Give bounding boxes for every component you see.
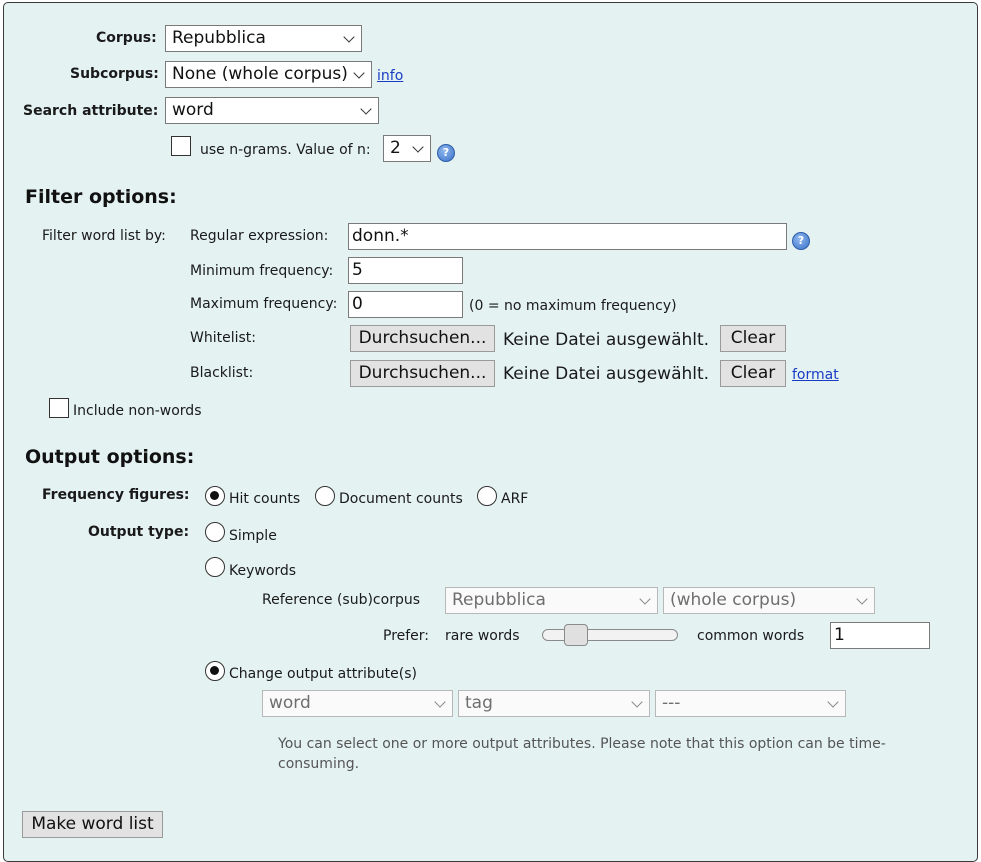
simple-label: Simple (229, 528, 277, 544)
prefer-value-input[interactable]: 1 (830, 622, 930, 649)
chevron-down-icon (827, 696, 838, 707)
keywords-label: Keywords (229, 563, 297, 579)
help-icon[interactable]: ? (792, 232, 810, 250)
hit-counts-label: Hit counts (229, 491, 301, 507)
output-type-label: Output type: (88, 524, 190, 540)
ngram-n-value: 2 (390, 138, 401, 158)
wordlist-form-panel (3, 2, 978, 862)
ngrams-checkbox[interactable] (171, 136, 191, 156)
arf-radio[interactable] (477, 486, 497, 506)
chevron-down-icon (412, 141, 423, 152)
reference-corpus-label: Reference (sub)corpus (262, 592, 420, 608)
frequency-figures-label: Frequency figures: (42, 487, 190, 503)
reference-corpus-value: Repubblica (452, 590, 546, 610)
make-word-list-button[interactable]: Make word list (22, 811, 163, 838)
prefer-slider-thumb[interactable] (564, 624, 588, 646)
subcorpus-select-value: None (whole corpus) (172, 64, 348, 84)
change-output-attr-label: Change output attribute(s) (229, 666, 417, 682)
search-attribute-select[interactable] (165, 97, 379, 124)
subcorpus-select[interactable] (165, 61, 372, 88)
regex-label: Regular expression: (190, 228, 329, 244)
corpus-select-value: Repubblica (172, 28, 266, 48)
arf-label: ARF (501, 491, 529, 507)
prefer-slider-track[interactable] (542, 629, 678, 641)
chevron-down-icon (856, 593, 867, 604)
whitelist-clear-button[interactable]: Clear (720, 325, 786, 352)
blacklist-browse-button[interactable]: Durchsuchen... (350, 360, 495, 387)
max-frequency-input[interactable]: 0 (348, 291, 463, 318)
output-attr-value-2: tag (465, 693, 493, 713)
document-counts-label: Document counts (339, 491, 463, 507)
chevron-down-icon (353, 67, 364, 78)
max-frequency-note: (0 = no maximum frequency) (469, 298, 677, 314)
output-attr-value-3: --- (662, 693, 681, 713)
reference-subcorpus-value: (whole corpus) (670, 590, 797, 610)
min-frequency-label: Minimum frequency: (190, 263, 334, 279)
output-attr-value-1: word (269, 693, 311, 713)
filter-options-heading: Filter options: (25, 186, 177, 208)
help-icon[interactable]: ? (437, 144, 455, 162)
rare-words-label: rare words (445, 628, 520, 644)
ngram-n-select[interactable] (383, 135, 431, 162)
subcorpus-info-link[interactable]: info (377, 68, 404, 84)
reference-corpus-select[interactable] (445, 587, 658, 614)
ngrams-label: use n-grams. Value of n: (200, 142, 371, 158)
output-options-heading: Output options: (25, 446, 195, 468)
max-frequency-label: Maximum frequency: (190, 296, 338, 312)
prefer-label: Prefer: (383, 628, 430, 644)
reference-subcorpus-select[interactable] (663, 587, 875, 614)
simple-radio[interactable] (205, 522, 225, 542)
output-attr-select-1[interactable] (262, 690, 453, 717)
corpus-select[interactable] (165, 25, 362, 52)
search-attribute-label: Search attribute: (23, 103, 159, 119)
include-nonwords-label: Include non-words (73, 403, 202, 419)
whitelist-file-status: Keine Datei ausgewählt. (503, 330, 710, 350)
search-attribute-select-value: word (172, 100, 214, 120)
corpus-label: Corpus: (96, 30, 157, 46)
min-frequency-input[interactable]: 5 (348, 257, 463, 284)
subcorpus-label: Subcorpus: (70, 66, 159, 82)
chevron-down-icon (434, 696, 445, 707)
chevron-down-icon (343, 31, 354, 42)
chevron-down-icon (639, 593, 650, 604)
output-attr-select-2[interactable] (458, 690, 650, 717)
regex-input[interactable]: donn.* (348, 223, 787, 250)
hit-counts-radio[interactable] (205, 486, 225, 506)
blacklist-clear-button[interactable]: Clear (720, 360, 786, 387)
blacklist-file-status: Keine Datei ausgewählt. (503, 364, 710, 384)
document-counts-radio[interactable] (315, 486, 335, 506)
filter-by-label: Filter word list by: (42, 228, 166, 244)
keywords-radio[interactable] (205, 557, 225, 577)
format-link[interactable]: format (792, 367, 839, 383)
output-attr-select-3[interactable] (655, 690, 846, 717)
whitelist-browse-button[interactable]: Durchsuchen... (350, 325, 495, 352)
change-output-attr-radio[interactable] (205, 661, 225, 681)
blacklist-label: Blacklist: (190, 365, 254, 381)
common-words-label: common words (697, 628, 805, 644)
chevron-down-icon (360, 103, 371, 114)
output-attr-note: You can select one or more output attributes. Please note that this option can be time-consuming. (278, 736, 886, 772)
chevron-down-icon (631, 696, 642, 707)
whitelist-label: Whitelist: (190, 330, 256, 346)
include-nonwords-checkbox[interactable] (49, 398, 69, 418)
